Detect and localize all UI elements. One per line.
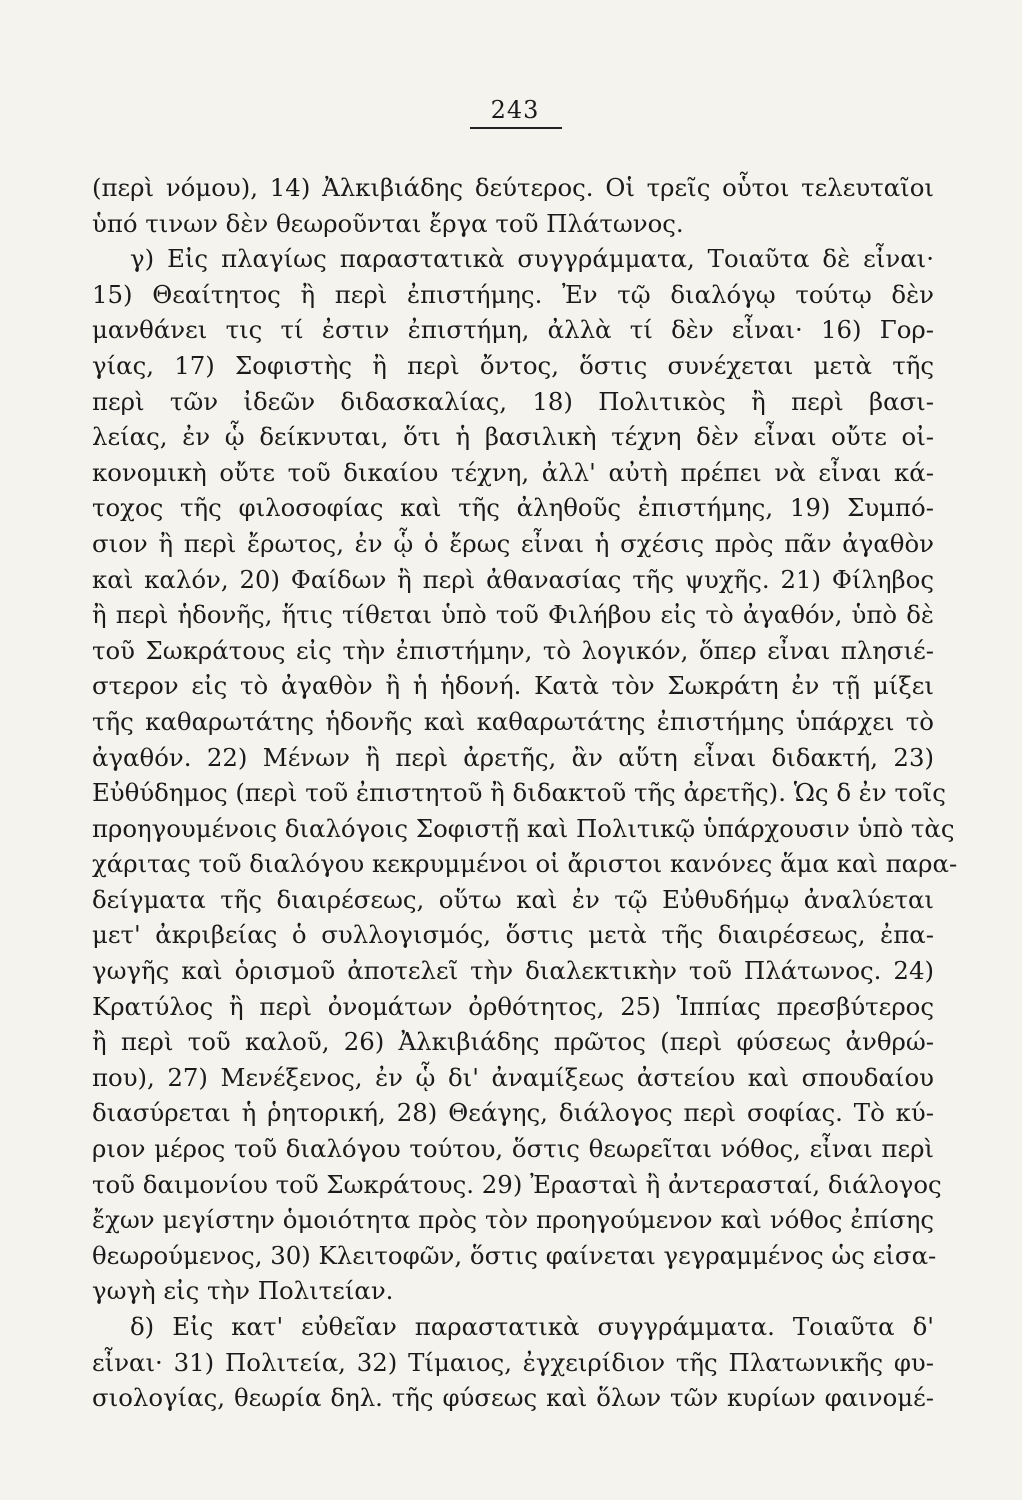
text-line: Κρατύλος ἢ περὶ ὀνομάτων ὀρθότητος, 25) Ἱππίας πρεσβύτερος — [92, 991, 934, 1021]
text-line: εἶναι· 31) Πολιτεία, 32) Τίμαιος, ἐγχειρίδιον τῆς Πλατωνικῆς φυ- — [92, 1347, 934, 1377]
text-line: γίας, 17) Σοφιστὴς ἢ περὶ ὄντος, ὅστις συνέχεται μετὰ τῆς — [92, 350, 934, 380]
text-line: ἀγαθόν. 22) Μένων ἢ περὶ ἀρετῆς, ἂν αὕτη εἶναι διδακτή, 23) — [92, 742, 934, 772]
text-line: θεωρούμενος, 30) Κλειτοφῶν, ὅστις φαίνεται γεγραμμένος ὡς εἰσα- — [92, 1240, 937, 1270]
text-line: στερον εἰς τὸ ἀγαθὸν ἢ ἡ ἡδονή. Κατὰ τὸν Σωκράτη ἐν τῇ μίξει — [92, 671, 934, 701]
text-line: ριον μέρος τοῦ διαλόγου τούτου, ὅστις θεωρεῖται νόθος, εἶναι περὶ — [92, 1134, 934, 1164]
text-line: χάριτας τοῦ διαλόγου κεκρυμμένοι οἱ ἄριστοι κανόνες ἅμα καὶ παρα- — [92, 849, 958, 879]
text-line: περὶ τῶν ἰδεῶν διδασκαλίας, 18) Πολιτικὸς ἢ περὶ βασι- — [92, 386, 934, 416]
page-number-rule — [470, 127, 562, 129]
text-line: δείγματα τῆς διαιρέσεως, οὕτω καὶ ἐν τῷ Εὐθυδήμῳ ἀναλύεται — [92, 884, 934, 914]
text-line: Εὐθύδημος (περὶ τοῦ ἐπιστητοῦ ἢ διδακτοῦ τῆς ἀρετῆς). Ὡς δ ἐν τοῖς — [92, 778, 946, 808]
text-line: γ) Εἰς πλαγίως παραστατικὰ συγγράμματα, Τοιαῦτα δὲ εἶναι· — [130, 244, 934, 274]
text-line: ὑπό τινων δὲν θεωροῦνται ἔργα τοῦ Πλάτωνος. — [92, 208, 684, 238]
text-line: γωγὴ εἰς τὴν Πολιτείαν. — [92, 1276, 394, 1306]
page-number: 243 — [490, 96, 540, 124]
text-line: ἢ περὶ τοῦ καλοῦ, 26) Ἀλκιβιάδης πρῶτος (περὶ φύσεως ἀνθρώ- — [92, 1027, 934, 1057]
text-line: ἢ περὶ ἡδονῆς, ἥτις τίθεται ὑπὸ τοῦ Φιλήβου εἰς τὸ ἀγαθόν, ὑπὸ δὲ — [92, 600, 934, 630]
text-line: μετ' ἀκριβείας ὁ συλλογισμός, ὅστις μετὰ τῆς διαιρέσεως, ἐπα- — [92, 920, 934, 950]
text-line: γωγῆς καὶ ὁρισμοῦ ἀποτελεῖ τὴν διαλεκτικὴν τοῦ Πλάτωνος. 24) — [92, 956, 934, 986]
text-line: μανθάνει τις τί ἐστιν ἐπιστήμη, ἀλλὰ τί δὲν εἶναι· 16) Γορ- — [92, 315, 934, 345]
text-line: σιον ἢ περὶ ἔρωτος, ἐν ᾧ ὁ ἔρως εἶναι ἡ σχέσις πρὸς πᾶν ἀγαθὸν — [92, 528, 934, 558]
text-line: προηγουμένοις διαλόγοις Σοφιστῇ καὶ Πολιτικῷ ὑπάρχουσιν ὑπὸ τὰς — [92, 813, 955, 843]
text-line: καὶ καλόν, 20) Φαίδων ἢ περὶ ἀθανασίας τῆς ψυχῆς. 21) Φίληβος — [92, 564, 934, 594]
text-line: διασύρεται ἡ ῥητορική, 28) Θεάγης, διάλογος περὶ σοφίας. Τὸ κύ- — [92, 1098, 934, 1128]
body-text — [92, 170, 958, 1416]
text-line: ἔχων μεγίστην ὁμοιότητα πρὸς τὸν προηγούμενον καὶ νόθος ἐπίσης — [92, 1205, 934, 1235]
text-line: 15) Θεαίτητος ἢ περὶ ἐπιστήμης. Ἐν τῷ διαλόγῳ τούτῳ δὲν — [92, 279, 934, 309]
text-line: τοχος τῆς φιλοσοφίας καὶ τῆς ἀληθοῦς ἐπιστήμης, 19) Συμπό- — [92, 493, 934, 523]
text-line: τοῦ δαιμονίου τοῦ Σωκράτους. 29) Ἐρασταὶ ἢ ἀντερασταί, διάλογος — [92, 1169, 942, 1199]
text-line: λείας, ἐν ᾧ δείκνυται, ὅτι ἡ βασιλικὴ τέχνη δὲν εἶναι οὔτε οἰ- — [92, 422, 934, 452]
text-line: (περὶ νόμου), 14) Ἀλκιβιάδης δεύτερος. Οἱ τρεῖς οὗτοι τελευταῖοι — [92, 173, 934, 202]
text-line: σιολογίας, θεωρία δηλ. τῆς φύσεως καὶ ὅλων τῶν κυρίων φαινομέ- — [92, 1383, 934, 1413]
text-line: που), 27) Μενέξενος, ἐν ᾧ δι' ἀναμίξεως ἀστείου καὶ σπουδαίου — [92, 1062, 934, 1092]
text-line: δ) Εἰς κατ' εὐθεῖαν παραστατικὰ συγγράμματα. Τοιαῦτα δ' — [130, 1312, 934, 1341]
text-line: τῆς καθαρωτάτης ἡδονῆς καὶ καθαρωτάτης ἐπιστήμης ὑπάρχει τὸ — [92, 706, 934, 736]
text-line: κονομικὴ οὔτε τοῦ δικαίου τέχνη, ἀλλ' αὐτὴ πρέπει νὰ εἶναι κά- — [92, 457, 934, 487]
text-line: τοῦ Σωκράτους εἰς τὴν ἐπιστήμην, τὸ λογικόν, ὅπερ εἶναι πλησιέ- — [92, 635, 934, 665]
